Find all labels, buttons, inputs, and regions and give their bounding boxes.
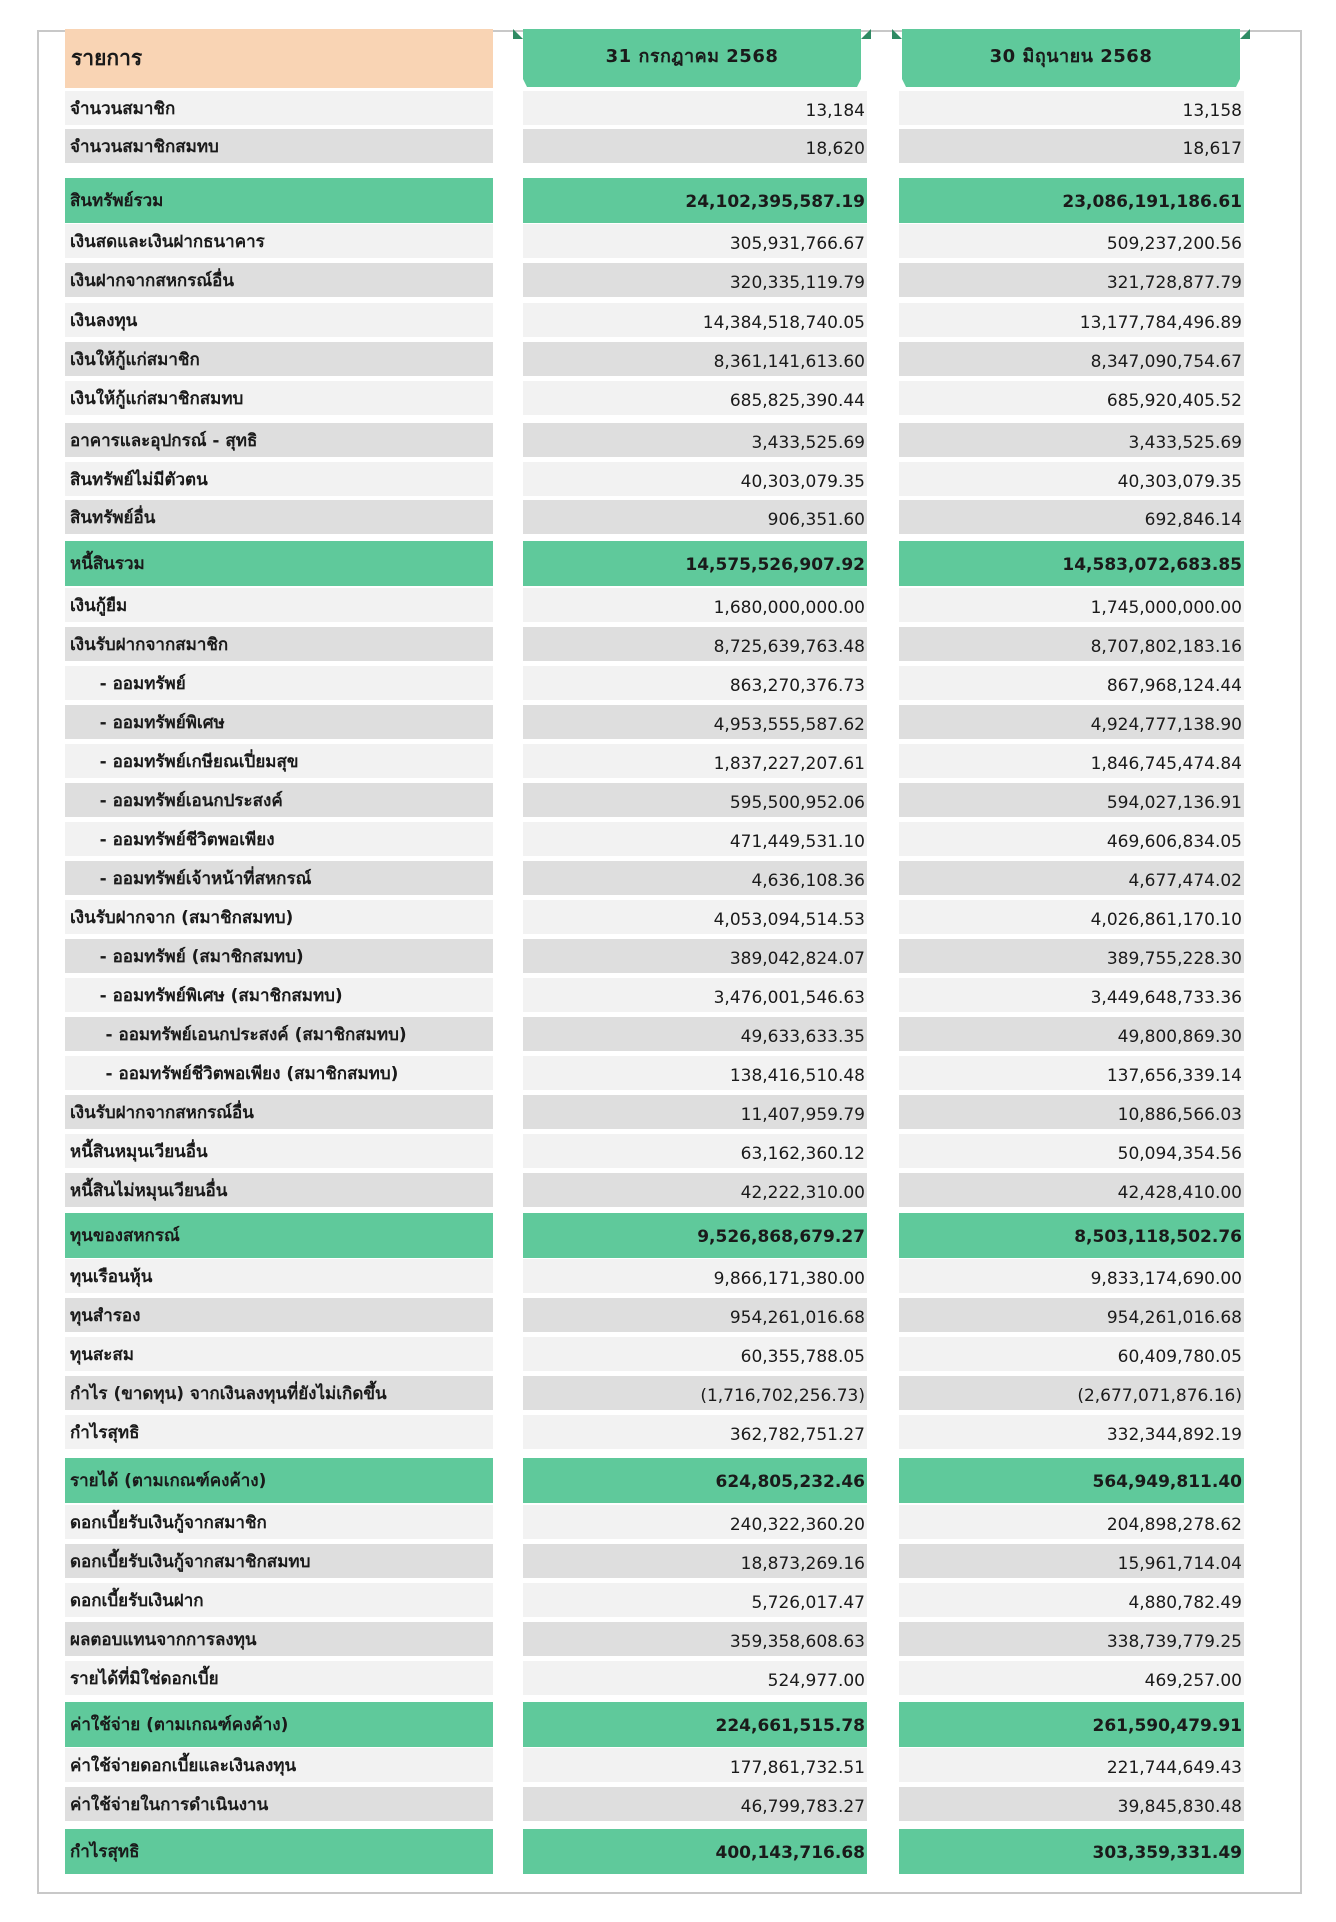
- table-row: [0, 1017, 1336, 1051]
- value-jul-2568: 3,433,525.69: [523, 423, 867, 457]
- row-label: สินทรัพย์อื่น: [65, 500, 493, 534]
- table-row: [0, 1056, 1336, 1090]
- value-jul-2568: 906,351.60: [523, 500, 867, 534]
- value-jul-2568: 11,407,959.79: [523, 1095, 867, 1129]
- value-jul-2568: 4,953,555,587.62: [523, 705, 867, 739]
- value-jun-2568: 303,359,331.49: [899, 1829, 1244, 1874]
- table-row: [0, 303, 1336, 337]
- value-jun-2568: 39,845,830.48: [899, 1787, 1244, 1821]
- table-row: [0, 381, 1336, 415]
- table-row: [0, 91, 1336, 125]
- value-jul-2568: 359,358,608.63: [523, 1622, 867, 1656]
- value-jul-2568: 595,500,952.06: [523, 783, 867, 817]
- value-jun-2568: 3,433,525.69: [899, 423, 1244, 457]
- row-label: จำนวนสมาชิก: [65, 91, 493, 125]
- value-jun-2568: 9,833,174,690.00: [899, 1259, 1244, 1293]
- row-label: รายได้ที่มิใช่ดอกเบี้ย: [65, 1661, 493, 1695]
- value-jun-2568: 8,503,118,502.76: [899, 1213, 1244, 1258]
- row-label: - ออมทรัพย์ชีวิตพอเพียง (สมาชิกสมทบ): [65, 1056, 493, 1090]
- value-jun-2568: 3,449,648,733.36: [899, 978, 1244, 1012]
- row-label: - ออมทรัพย์เกษียณเปี่ยมสุข: [65, 744, 493, 778]
- header-col2: [892, 29, 1250, 90]
- value-jul-2568: 14,384,518,740.05: [523, 303, 867, 337]
- table-row: [0, 666, 1336, 700]
- row-label: อาคารและอุปกรณ์ - สุทธิ: [65, 423, 493, 457]
- value-jul-2568: 4,053,094,514.53: [523, 900, 867, 934]
- value-jun-2568: 49,800,869.30: [899, 1017, 1244, 1051]
- value-jul-2568: 524,977.00: [523, 1661, 867, 1695]
- row-label: ทุนของสหกรณ์: [65, 1213, 493, 1258]
- section-row: [0, 541, 1336, 586]
- value-jun-2568: 469,257.00: [899, 1661, 1244, 1695]
- row-label: ผลตอบแทนจากการลงทุน: [65, 1622, 493, 1656]
- value-jul-2568: 624,805,232.46: [523, 1458, 867, 1503]
- value-jun-2568: 18,617: [899, 129, 1244, 163]
- value-jun-2568: 4,924,777,138.90: [899, 705, 1244, 739]
- header-col1-label: 31 กรกฎาคม 2568: [605, 45, 779, 67]
- value-jun-2568: 13,177,784,496.89: [899, 303, 1244, 337]
- table-row: [0, 978, 1336, 1012]
- value-jun-2568: 60,409,780.05: [899, 1337, 1244, 1371]
- row-label: - ออมทรัพย์เอนกประสงค์: [65, 783, 493, 817]
- row-label: สินทรัพย์รวม: [65, 178, 493, 223]
- table-row: [0, 1544, 1336, 1578]
- value-jun-2568: 40,303,079.35: [899, 462, 1244, 496]
- row-label: ค่าใช้จ่ายดอกเบี้ยและเงินลงทุน: [65, 1748, 493, 1782]
- value-jun-2568: 564,949,811.40: [899, 1458, 1244, 1503]
- value-jun-2568: 389,755,228.30: [899, 939, 1244, 973]
- row-label: - ออมทรัพย์ (สมาชิกสมทบ): [65, 939, 493, 973]
- row-label: ทุนสะสม: [65, 1337, 493, 1371]
- value-jun-2568: 261,590,479.91: [899, 1702, 1244, 1747]
- row-label: - ออมทรัพย์พิเศษ: [65, 705, 493, 739]
- value-jun-2568: 469,606,834.05: [899, 822, 1244, 856]
- value-jun-2568: 509,237,200.56: [899, 224, 1244, 258]
- value-jun-2568: 15,961,714.04: [899, 1544, 1244, 1578]
- value-jun-2568: 50,094,354.56: [899, 1134, 1244, 1168]
- table-row: [0, 861, 1336, 895]
- section-row: [0, 1458, 1336, 1503]
- value-jun-2568: 14,583,072,683.85: [899, 541, 1244, 586]
- table-row: [0, 588, 1336, 622]
- value-jun-2568: (2,677,071,876.16): [899, 1376, 1244, 1410]
- value-jul-2568: 9,866,171,380.00: [523, 1259, 867, 1293]
- row-label: เงินรับฝากจากสมาชิก: [65, 627, 493, 661]
- value-jul-2568: 224,661,515.78: [523, 1702, 867, 1747]
- row-label: - ออมทรัพย์พิเศษ (สมาชิกสมทบ): [65, 978, 493, 1012]
- table-row: [0, 1622, 1336, 1656]
- table-row: [0, 423, 1336, 457]
- value-jul-2568: 389,042,824.07: [523, 939, 867, 973]
- row-label: เงินให้กู้แก่สมาชิก: [65, 342, 493, 376]
- row-label: กำไร (ขาดทุน) จากเงินลงทุนที่ยังไม่เกิดขึ้น: [65, 1376, 493, 1410]
- table-row: [0, 783, 1336, 817]
- row-label: ดอกเบี้ยรับเงินกู้จากสมาชิก: [65, 1505, 493, 1539]
- table-row: [0, 705, 1336, 739]
- table-row: [0, 744, 1336, 778]
- value-jul-2568: 18,620: [523, 129, 867, 163]
- value-jul-2568: 320,335,119.79: [523, 263, 867, 297]
- header-label: รายการ: [65, 29, 493, 88]
- value-jun-2568: 13,158: [899, 91, 1244, 125]
- value-jul-2568: 18,873,269.16: [523, 1544, 867, 1578]
- row-label: รายได้ (ตามเกณฑ์คงค้าง): [65, 1458, 493, 1503]
- row-label: หนี้สินหมุนเวียนอื่น: [65, 1134, 493, 1168]
- value-jul-2568: 8,725,639,763.48: [523, 627, 867, 661]
- value-jul-2568: 177,861,732.51: [523, 1748, 867, 1782]
- value-jul-2568: 1,837,227,207.61: [523, 744, 867, 778]
- value-jul-2568: 240,322,360.20: [523, 1505, 867, 1539]
- value-jul-2568: 49,633,633.35: [523, 1017, 867, 1051]
- value-jul-2568: 863,270,376.73: [523, 666, 867, 700]
- value-jul-2568: 400,143,716.68: [523, 1829, 867, 1874]
- value-jul-2568: 40,303,079.35: [523, 462, 867, 496]
- section-row: [0, 1702, 1336, 1747]
- value-jun-2568: 10,886,566.03: [899, 1095, 1244, 1129]
- table-row: [0, 1661, 1336, 1695]
- value-jun-2568: 594,027,136.91: [899, 783, 1244, 817]
- table-row: [0, 1134, 1336, 1168]
- value-jul-2568: 60,355,788.05: [523, 1337, 867, 1371]
- row-label: ค่าใช้จ่าย (ตามเกณฑ์คงค้าง): [65, 1702, 493, 1747]
- value-jul-2568: 362,782,751.27: [523, 1415, 867, 1449]
- row-label: ค่าใช้จ่ายในการดำเนินงาน: [65, 1787, 493, 1821]
- table-row: [0, 627, 1336, 661]
- value-jun-2568: 4,026,861,170.10: [899, 900, 1244, 934]
- table-row: [0, 1095, 1336, 1129]
- table-row: [0, 822, 1336, 856]
- value-jul-2568: 24,102,395,587.19: [523, 178, 867, 223]
- value-jun-2568: 221,744,649.43: [899, 1748, 1244, 1782]
- table-row: [0, 1748, 1336, 1782]
- value-jun-2568: 4,677,474.02: [899, 861, 1244, 895]
- row-label: เงินกู้ยืม: [65, 588, 493, 622]
- table-row: [0, 224, 1336, 258]
- row-label: เงินฝากจากสหกรณ์อื่น: [65, 263, 493, 297]
- value-jun-2568: 1,846,745,474.84: [899, 744, 1244, 778]
- value-jun-2568: 692,846.14: [899, 500, 1244, 534]
- table-row: [0, 1415, 1336, 1449]
- table-row: [0, 1259, 1336, 1293]
- row-label: เงินลงทุน: [65, 303, 493, 337]
- value-jun-2568: 685,920,405.52: [899, 381, 1244, 415]
- value-jun-2568: 332,344,892.19: [899, 1415, 1244, 1449]
- table-row: [0, 900, 1336, 934]
- row-label: เงินให้กู้แก่สมาชิกสมทบ: [65, 381, 493, 415]
- value-jul-2568: 954,261,016.68: [523, 1298, 867, 1332]
- value-jun-2568: 954,261,016.68: [899, 1298, 1244, 1332]
- value-jul-2568: 685,825,390.44: [523, 381, 867, 415]
- row-label: ทุนสำรอง: [65, 1298, 493, 1332]
- row-label: เงินสดและเงินฝากธนาคาร: [65, 224, 493, 258]
- table-row: [0, 342, 1336, 376]
- row-label: สินทรัพย์ไม่มีตัวตน: [65, 462, 493, 496]
- value-jul-2568: 138,416,510.48: [523, 1056, 867, 1090]
- row-label: เงินรับฝากจาก (สมาชิกสมทบ): [65, 900, 493, 934]
- value-jul-2568: 46,799,783.27: [523, 1787, 867, 1821]
- table-row: [0, 1337, 1336, 1371]
- row-label: หนี้สินไม่หมุนเวียนอื่น: [65, 1173, 493, 1207]
- table-row: [0, 1787, 1336, 1821]
- value-jun-2568: 4,880,782.49: [899, 1583, 1244, 1617]
- value-jun-2568: 42,428,410.00: [899, 1173, 1244, 1207]
- value-jun-2568: 204,898,278.62: [899, 1505, 1244, 1539]
- table-row: [0, 500, 1336, 534]
- header-col2-label: 30 มิถุนายน 2568: [989, 45, 1153, 67]
- row-label: ทุนเรือนหุ้น: [65, 1259, 493, 1293]
- section-row: [0, 1829, 1336, 1874]
- value-jul-2568: 9,526,868,679.27: [523, 1213, 867, 1258]
- value-jul-2568: 42,222,310.00: [523, 1173, 867, 1207]
- table-row: [0, 1376, 1336, 1410]
- value-jul-2568: 4,636,108.36: [523, 861, 867, 895]
- table-row: [0, 939, 1336, 973]
- value-jul-2568: (1,716,702,256.73): [523, 1376, 867, 1410]
- table-row: [0, 263, 1336, 297]
- header-col1: [513, 29, 871, 90]
- row-label: - ออมทรัพย์: [65, 666, 493, 700]
- row-label: หนี้สินรวม: [65, 541, 493, 586]
- value-jul-2568: 14,575,526,907.92: [523, 541, 867, 586]
- value-jun-2568: 867,968,124.44: [899, 666, 1244, 700]
- row-label: เงินรับฝากจากสหกรณ์อื่น: [65, 1095, 493, 1129]
- value-jun-2568: 338,739,779.25: [899, 1622, 1244, 1656]
- row-label: ดอกเบี้ยรับเงินฝาก: [65, 1583, 493, 1617]
- value-jun-2568: 1,745,000,000.00: [899, 588, 1244, 622]
- row-label: กำไรสุทธิ: [65, 1415, 493, 1449]
- value-jul-2568: 305,931,766.67: [523, 224, 867, 258]
- row-label: - ออมทรัพย์ชีวิตพอเพียง: [65, 822, 493, 856]
- value-jun-2568: 321,728,877.79: [899, 263, 1244, 297]
- table-row: [0, 1298, 1336, 1332]
- value-jul-2568: 471,449,531.10: [523, 822, 867, 856]
- value-jul-2568: 3,476,001,546.63: [523, 978, 867, 1012]
- table-row: [0, 462, 1336, 496]
- row-label: - ออมทรัพย์เอนกประสงค์ (สมาชิกสมทบ): [65, 1017, 493, 1051]
- value-jul-2568: 1,680,000,000.00: [523, 588, 867, 622]
- value-jul-2568: 5,726,017.47: [523, 1583, 867, 1617]
- row-label: จำนวนสมาชิกสมทบ: [65, 129, 493, 163]
- table-row: [0, 129, 1336, 163]
- value-jun-2568: 23,086,191,186.61: [899, 178, 1244, 223]
- value-jun-2568: 8,707,802,183.16: [899, 627, 1244, 661]
- value-jun-2568: 8,347,090,754.67: [899, 342, 1244, 376]
- row-label: - ออมทรัพย์เจ้าหน้าที่สหกรณ์: [65, 861, 493, 895]
- section-row: [0, 1213, 1336, 1258]
- value-jul-2568: 63,162,360.12: [523, 1134, 867, 1168]
- value-jun-2568: 137,656,339.14: [899, 1056, 1244, 1090]
- row-label: ดอกเบี้ยรับเงินกู้จากสมาชิกสมทบ: [65, 1544, 493, 1578]
- value-jul-2568: 13,184: [523, 91, 867, 125]
- section-row: [0, 178, 1336, 223]
- table-row: [0, 1505, 1336, 1539]
- value-jul-2568: 8,361,141,613.60: [523, 342, 867, 376]
- table-row: [0, 1583, 1336, 1617]
- table-row: [0, 1173, 1336, 1207]
- row-label: กำไรสุทธิ: [65, 1829, 493, 1874]
